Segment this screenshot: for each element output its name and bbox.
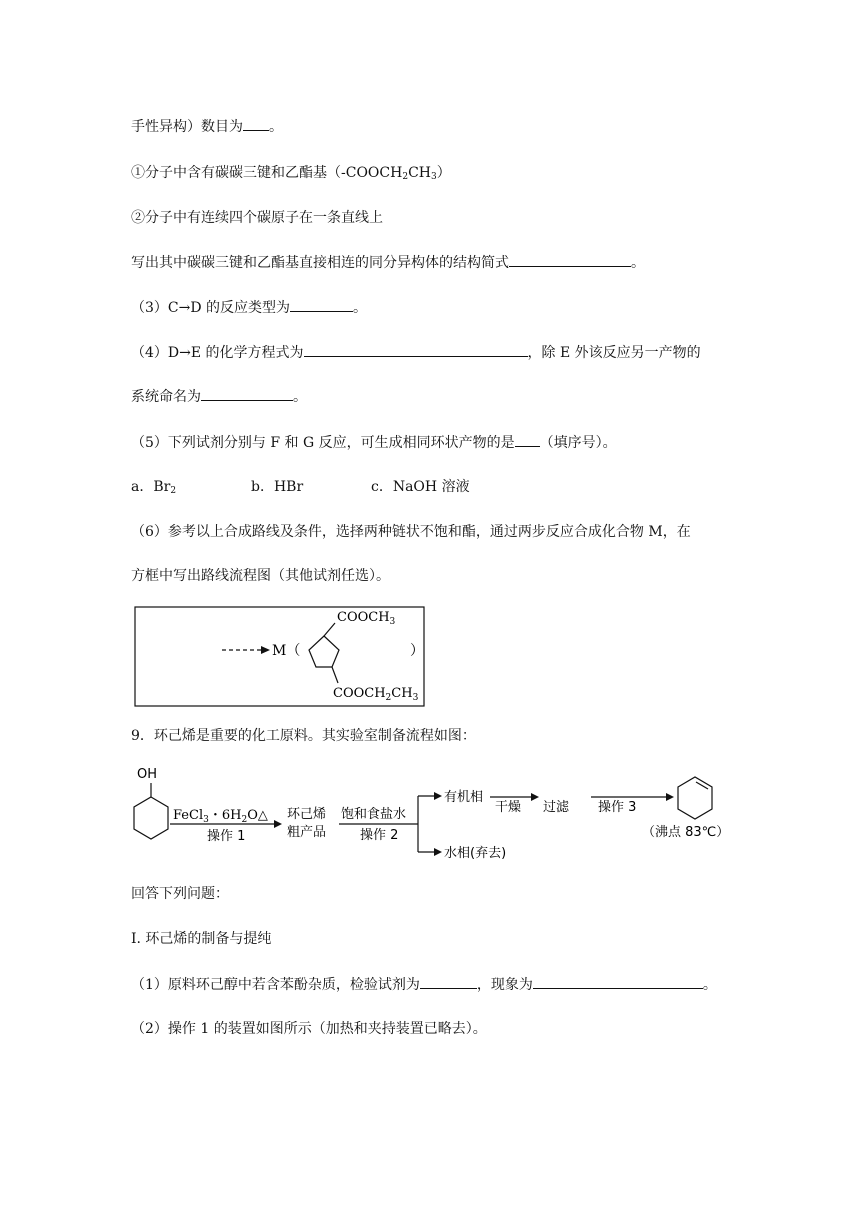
condition-2: ②分子中有连续四个碳原子在一条直线上 xyxy=(131,210,383,226)
dry-label: 干燥 xyxy=(495,800,522,815)
part-5-text: （填序号）。 xyxy=(539,435,617,451)
part-6-line-2: 方框中写出路线流程图（其他试剂任选）。 xyxy=(131,568,390,584)
part-3-text: （3）C→D 的反应类型为 xyxy=(131,300,291,316)
op2-label: 操作 2 xyxy=(360,828,399,843)
part-5-text: （5）下列试剂分别与 F 和 G 反应，可生成相同环状产物的是 xyxy=(131,435,515,451)
section-i-heading: I. 环己烯的制备与提纯 xyxy=(131,931,272,947)
option-c[interactable]: c．NaOH 溶液 xyxy=(371,479,470,495)
option-b[interactable]: b．HBr xyxy=(251,479,304,495)
punctuation: 。 xyxy=(631,255,645,271)
crude-product-line2: 粗产品 xyxy=(287,825,327,840)
isomer-prompt-text: 写出其中碳碳三键和乙酯基直接相连的同分异构体的结构简式 xyxy=(131,255,509,271)
q9-part-1-line xyxy=(131,974,717,995)
q9-part-1-text: （1）原料环己醇中若含苯酚杂质，检验试剂为 xyxy=(131,977,420,993)
punctuation: 。 xyxy=(353,300,368,316)
part-6-line-1: （6）参考以上合成路线及条件，选择两种链状不饱和酯，通过两步反应合成化合物 M，在 xyxy=(131,524,691,540)
organic-phase: 有机相 xyxy=(444,790,484,805)
punctuation: 。 xyxy=(269,119,283,135)
part-4-text: （4）D→E 的化学方程式为 xyxy=(131,345,304,361)
q8-continuation-text: 手性异构）数目为 xyxy=(131,119,243,135)
boiling-point-label: （沸点 83℃） xyxy=(642,825,730,840)
q9-title: 9．环己烯是重要的化工原料。其实验室制备流程如图： xyxy=(131,728,476,744)
punctuation: 。 xyxy=(702,977,717,993)
cyclohexene-ring xyxy=(678,777,712,819)
aqueous-phase: 水相(弃去) xyxy=(444,846,507,861)
brine-label: 饱和食盐水 xyxy=(341,807,407,822)
option-a-text: a．Br xyxy=(131,479,171,495)
arrow-head-icon xyxy=(434,792,442,800)
cyclohexanol-ring xyxy=(134,797,168,839)
bottom-ester-group: $COOCH_2CH_3$ xyxy=(333,686,419,703)
subscript: 2 xyxy=(170,486,177,496)
subscript: 2 xyxy=(402,172,409,182)
condition-1-text: CH xyxy=(408,165,431,181)
condition-1-text: ） xyxy=(436,165,451,181)
crude-product-line1: 环己烯 xyxy=(287,807,327,822)
subscript: 3 xyxy=(430,172,437,182)
answer-intro: 回答下列问题： xyxy=(131,886,229,902)
q9-part-1-text: ，现象为 xyxy=(476,977,533,993)
op1-label: 操作 1 xyxy=(207,829,246,844)
condition-1-text: ①分子中含有碳碳三键和乙酯基（-COOCH xyxy=(131,165,403,181)
m-label: M（ xyxy=(272,643,301,659)
filter-label: 过滤 xyxy=(543,800,570,815)
arrow-head-icon xyxy=(531,793,539,801)
q9-part-2-line: （2）操作 1 的装置如图所示（加热和夹持装置已略去）。 xyxy=(131,1021,487,1037)
arrow-head-icon xyxy=(666,793,674,801)
close-paren: ） xyxy=(410,643,424,659)
op3-label: 操作 3 xyxy=(598,800,637,815)
part-4-text: ，除 E 外该反应另一产物的 xyxy=(527,345,701,361)
punctuation: 。 xyxy=(293,389,307,405)
oh-group: OH xyxy=(137,767,158,782)
answer-blank[interactable] xyxy=(533,974,703,989)
answer-blank[interactable] xyxy=(420,974,477,989)
reagent-label: FeCl$_3$・$6H_2O\triangle$ xyxy=(173,808,268,825)
top-ester-group: $COOCH_3$ xyxy=(337,610,396,627)
arrow-head-icon xyxy=(274,820,282,828)
arrow-head-icon xyxy=(434,848,442,856)
part-4-text: 系统命名为 xyxy=(131,389,201,405)
